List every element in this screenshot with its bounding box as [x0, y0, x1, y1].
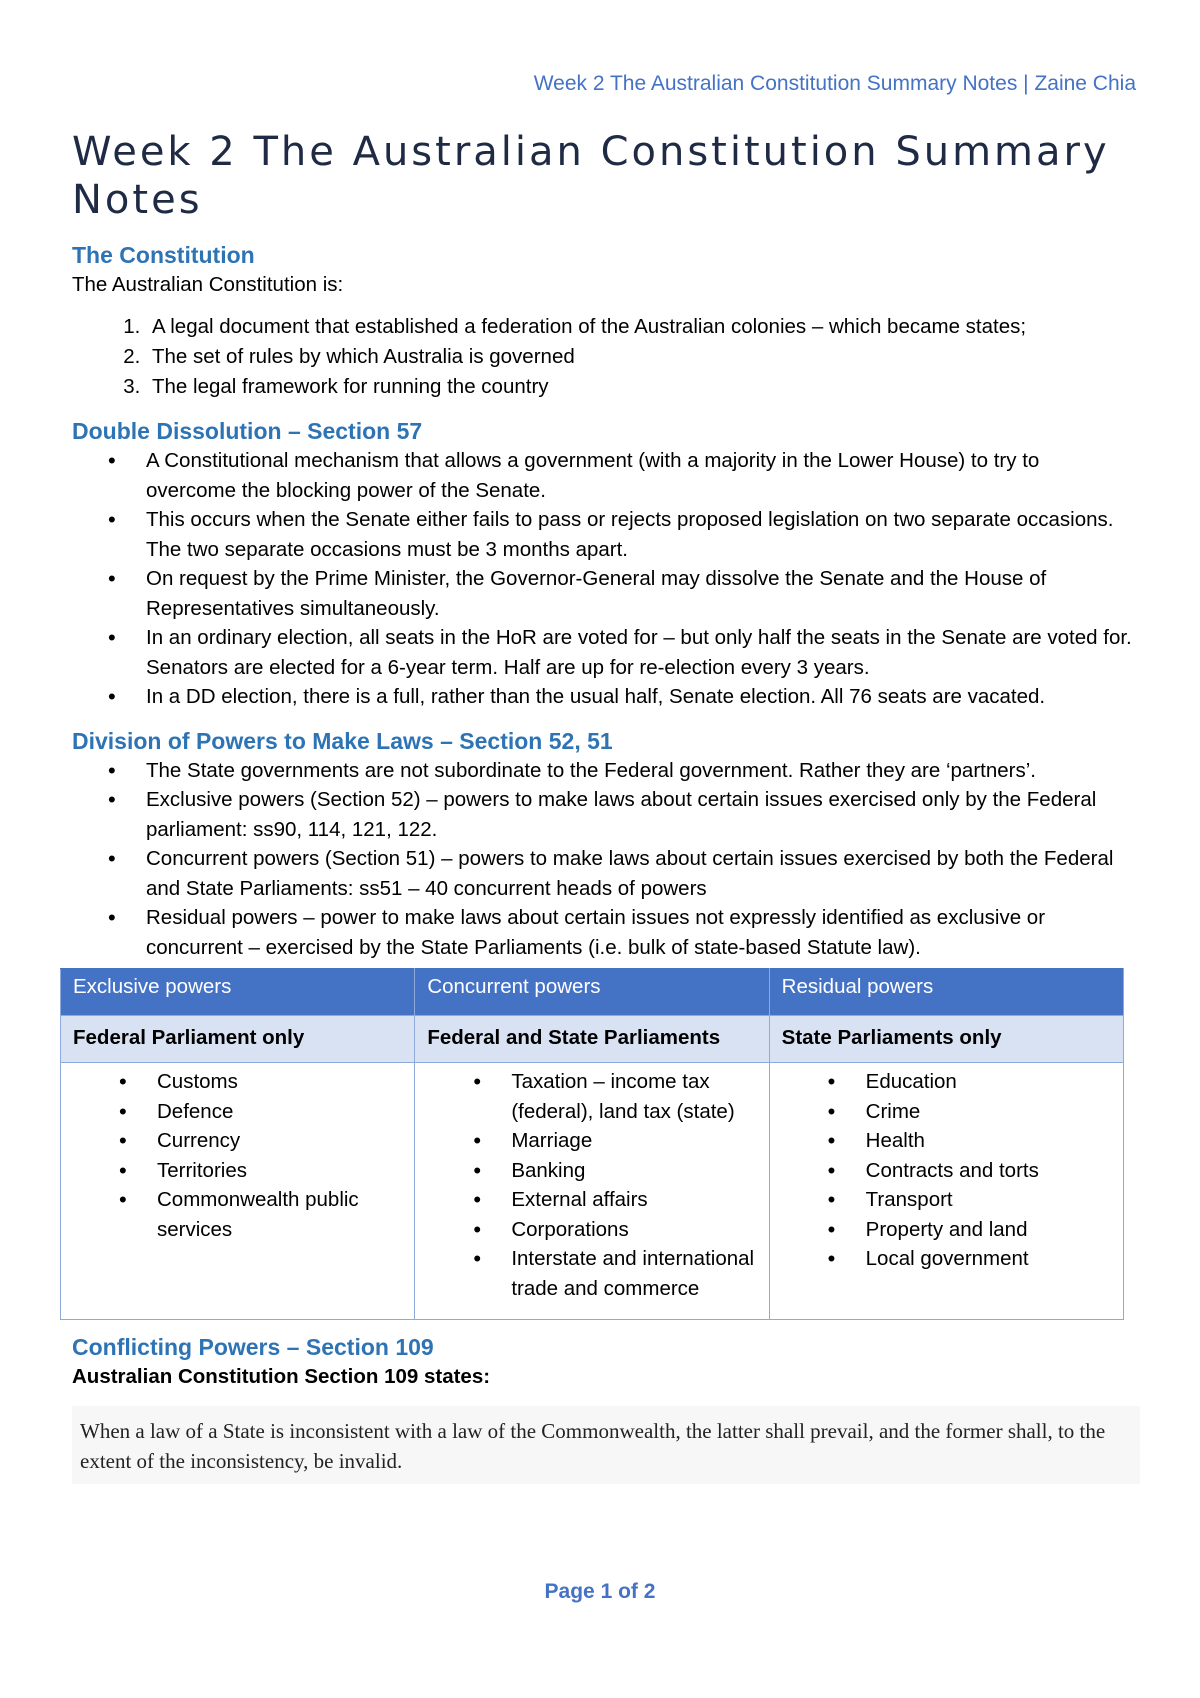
list-item: • The State governments are not subordinate to the Federal government. Rather they are ‘partners’. — [146, 756, 1132, 786]
conflicting-intro: Australian Constitution Section 109 states: — [72, 1365, 491, 1388]
table-cell-residual — [769, 1063, 1123, 1320]
list-item: • Education — [866, 1067, 1111, 1097]
list-item: • Health — [866, 1126, 1111, 1156]
table-header-exclusive: Exclusive powers — [61, 969, 415, 1016]
document-title: Week 2 The Australian Constitution Summary Notes — [72, 129, 1110, 223]
page-header: Week 2 The Australian Constitution Summary Notes | Zaine Chia — [533, 72, 1136, 95]
list-item: • This occurs when the Senate either fails to pass or rejects proposed legislation on two separate occasions. The two separate occasions must be 3 months apart. — [146, 505, 1132, 564]
list-item: • A Constitutional mechanism that allows a government (with a majority in the Lower House) to try to overcome the blocking power of the Senate. — [146, 446, 1132, 505]
list-item: 2. The set of rules by which Australia is governed — [146, 342, 1132, 372]
section-heading-division-of-powers: Division of Powers to Make Laws – Section 52, 51 — [72, 727, 613, 754]
list-item: 3. The legal framework for running the country — [146, 372, 1132, 402]
list-item: • Customs — [157, 1067, 402, 1097]
table-subheader-exclusive: Federal Parliament only — [61, 1016, 415, 1063]
table-subheader-residual: State Parliaments only — [769, 1016, 1123, 1063]
list-item: • Currency — [157, 1126, 402, 1156]
list-item: • In an ordinary election, all seats in the HoR are voted for – but only half the seats in the Senate are voted for. Senators are elected for a 6-year term. Half are up for re-election every 3 years. — [146, 623, 1132, 682]
table-subheader-concurrent: Federal and State Parliaments — [415, 1016, 769, 1063]
section-heading-conflicting-powers: Conflicting Powers – Section 109 — [72, 1334, 434, 1360]
list-item: • Exclusive powers (Section 52) – powers to make laws about certain issues exercised only by the Federal parliament: ss90, 114, 121, 122. — [146, 785, 1132, 844]
list-item: • Marriage — [511, 1126, 756, 1156]
exclusive-powers-list — [73, 1067, 402, 1244]
constitution-intro: The Australian Constitution is: — [72, 273, 344, 296]
residual-powers-list — [782, 1067, 1111, 1274]
list-item: • Commonwealth public services — [157, 1185, 402, 1244]
table-row — [61, 1063, 1124, 1320]
list-item: • Interstate and international trade and commerce — [511, 1244, 756, 1303]
list-item: 1. A legal document that established a federation of the Australian colonies – which became states; — [146, 312, 1132, 342]
table-cell-exclusive — [61, 1063, 415, 1320]
section-109-quote: When a law of a State is inconsistent with a law of the Commonwealth, the latter shall prevail, and the former shall, to the extent of the inconsistency, be invalid. — [72, 1406, 1140, 1484]
list-item: • Corporations — [511, 1215, 756, 1245]
section-heading-constitution: The Constitution — [72, 242, 255, 268]
list-item: • Property and land — [866, 1215, 1111, 1245]
section-heading-double-dissolution: Double Dissolution – Section 57 — [72, 418, 423, 444]
list-item: • Transport — [866, 1185, 1111, 1215]
list-item: • In a DD election, there is a full, rather than the usual half, Senate election. All 76 seats are vacated. — [146, 682, 1132, 712]
list-item: • Banking — [511, 1156, 756, 1186]
concurrent-powers-list — [427, 1067, 756, 1303]
list-item: • Contracts and torts — [866, 1156, 1111, 1186]
table-header-concurrent: Concurrent powers — [415, 969, 769, 1016]
list-item: • Crime — [866, 1097, 1111, 1127]
list-item: • Concurrent powers (Section 51) – powers to make laws about certain issues exercised by both the Federal and State Parliaments: ss51 – 40 concurrent heads of powers — [146, 844, 1132, 903]
page-footer: Page 1 of 2 — [544, 1580, 656, 1603]
list-item: • Taxation – income tax (federal), land tax (state) — [511, 1067, 756, 1126]
double-dissolution-list — [72, 446, 1132, 712]
list-item: • Territories — [157, 1156, 402, 1186]
document-body — [72, 240, 1132, 1484]
table-header-row — [61, 969, 1124, 1016]
powers-table — [60, 968, 1124, 1320]
list-item: • On request by the Prime Minister, the Governor-General may dissolve the Senate and the House of Representatives simultaneously. — [146, 564, 1132, 623]
constitution-list — [72, 312, 1132, 402]
table-header-residual: Residual powers — [769, 969, 1123, 1016]
division-list — [72, 756, 1132, 963]
table-subheader-row — [61, 1016, 1124, 1063]
list-item: • External affairs — [511, 1185, 756, 1215]
list-item: • Defence — [157, 1097, 402, 1127]
list-item: • Local government — [866, 1244, 1111, 1274]
table-cell-concurrent — [415, 1063, 769, 1320]
list-item: • Residual powers – power to make laws about certain issues not expressly identified as exclusive or concurrent – exercised by the State Parliaments (i.e. bulk of state-based Statute law). — [146, 903, 1132, 962]
